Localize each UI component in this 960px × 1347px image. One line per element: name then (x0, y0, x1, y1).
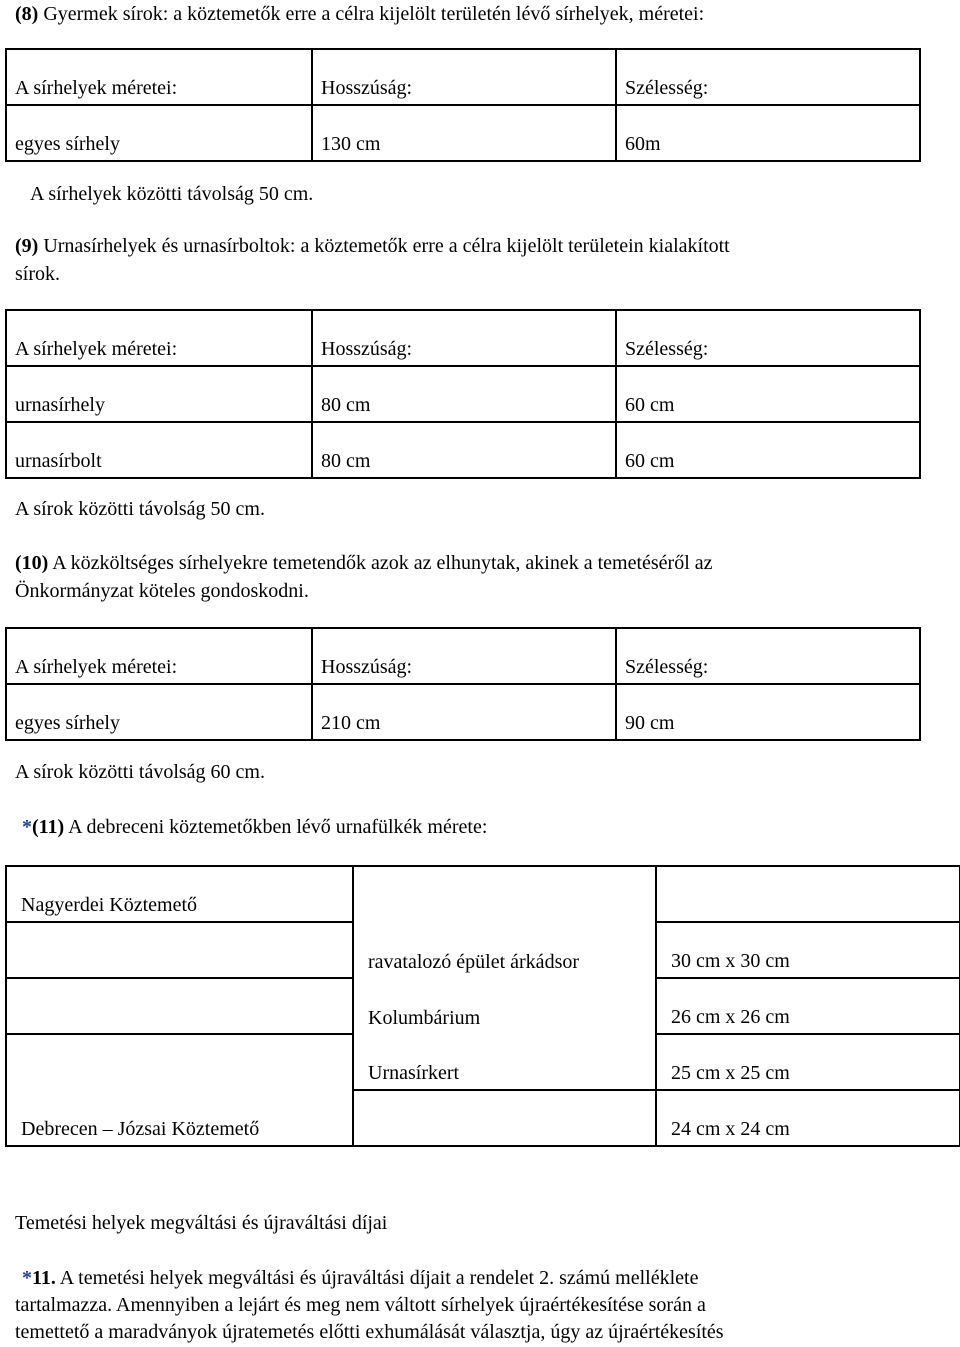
table-row (6, 1090, 960, 1146)
paragraph-9 (15, 234, 730, 258)
table-row (6, 422, 920, 478)
place-name: Kolumbárium (353, 978, 656, 1034)
paragraph-number: (11) (32, 816, 65, 838)
table-cell: urnasírbolt (6, 422, 312, 478)
table-cell: 60 cm (616, 366, 920, 422)
table-cell: 130 cm (312, 105, 616, 161)
distance-note-8: A sírhelyek közötti távolság 50 cm. (30, 183, 314, 205)
niche-size: 26 cm x 26 cm (656, 978, 960, 1034)
section-text: A temetési helyek megváltási és újraváltási díjait a rendelet 2. számú melléklete (55, 1267, 699, 1289)
paragraph-10 (15, 551, 713, 575)
grave-size-table-8 (5, 48, 921, 162)
table-cell: 80 cm (312, 366, 616, 422)
paragraph-8 (15, 2, 704, 26)
table-header-row (6, 49, 920, 105)
paragraph-number: (10) (15, 552, 49, 574)
distance-note-10: A sírok közötti távolság 60 cm. (15, 761, 265, 783)
grave-size-table-9 (5, 309, 921, 479)
section-number: 11. (32, 1267, 56, 1289)
table-cell: egyes sírhely (6, 684, 312, 740)
table-header-cell: Hosszúság: (312, 310, 616, 366)
table-header-cell: A sírhelyek méretei: (6, 628, 312, 684)
niche-size: 24 cm x 24 cm (656, 1090, 960, 1146)
table-header-cell: Szélesség: (616, 49, 920, 105)
paragraph-text: A debreceni köztemetőkben lévő urnafülkék mérete: (64, 816, 488, 838)
table-cell (656, 866, 960, 922)
place-name: Urnasírkert (353, 1034, 656, 1090)
urn-niche-table (5, 865, 960, 1147)
paragraph-text: Urnasírhelyek és urnasírboltok: a köztemetők erre a célra kijelölt területein kialakított (38, 235, 730, 257)
grave-size-table-10 (5, 627, 921, 741)
table-row (6, 105, 920, 161)
footnote-star-icon: * (22, 816, 32, 838)
section-11-line3: temettető a maradványok újratemetés előtti exhumálását választja, úgy az újraértékesítés (15, 1321, 724, 1343)
table-cell: egyes sírhely (6, 105, 312, 161)
table-cell: 60 cm (616, 422, 920, 478)
distance-note-9: A sírok közötti távolság 50 cm. (15, 498, 265, 520)
table-cell (6, 922, 353, 978)
footnote-star-icon: * (22, 1267, 32, 1289)
table-cell: 80 cm (312, 422, 616, 478)
table-row (6, 366, 920, 422)
paragraph-number: (8) (15, 3, 39, 25)
table-cell: 210 cm (312, 684, 616, 740)
section-title: Temetési helyek megváltási és újraváltási díjai (15, 1212, 388, 1234)
table-header-cell: A sírhelyek méretei: (6, 49, 312, 105)
paragraph-text: A közköltséges sírhelyekre temetendők azok az elhunytak, akinek a temetéséről az (48, 552, 713, 574)
table-header-cell: Hosszúság: (312, 49, 616, 105)
table-row (6, 866, 960, 922)
place-name: ravatalozó épület árkádsor (353, 922, 656, 978)
table-row (6, 1034, 960, 1090)
table-cell (353, 866, 656, 922)
table-row (6, 684, 920, 740)
table-row (6, 978, 960, 1034)
section-11-line1 (22, 1266, 698, 1290)
table-header-cell: Szélesség: (616, 310, 920, 366)
table-header-cell: A sírhelyek méretei: (6, 310, 312, 366)
table-cell (6, 1034, 353, 1090)
paragraph-11 (22, 815, 487, 839)
table-cell: 60m (616, 105, 920, 161)
table-cell: urnasírhely (6, 366, 312, 422)
section-11-line2: tartalmazza. Amennyiben a lejárt és meg nem váltott sírhelyek újraértékesítése során a (15, 1294, 706, 1316)
paragraph-9-line2: sírok. (15, 263, 60, 285)
cemetery-name: Debrecen – Józsai Köztemető (6, 1090, 353, 1146)
table-header-row (6, 628, 920, 684)
niche-size: 30 cm x 30 cm (656, 922, 960, 978)
table-header-cell: Hosszúság: (312, 628, 616, 684)
table-header-row (6, 310, 920, 366)
table-cell (353, 1090, 656, 1146)
table-cell (6, 978, 353, 1034)
cemetery-name: Nagyerdei Köztemető (6, 866, 353, 922)
paragraph-number: (9) (15, 235, 39, 257)
niche-size: 25 cm x 25 cm (656, 1034, 960, 1090)
paragraph-text: Gyermek sírok: a köztemetők erre a célra kijelölt területén lévő sírhelyek, méretei: (38, 3, 705, 25)
paragraph-10-line2: Önkormányzat köteles gondoskodni. (15, 580, 309, 602)
table-row (6, 922, 960, 978)
table-header-cell: Szélesség: (616, 628, 920, 684)
table-cell: 90 cm (616, 684, 920, 740)
